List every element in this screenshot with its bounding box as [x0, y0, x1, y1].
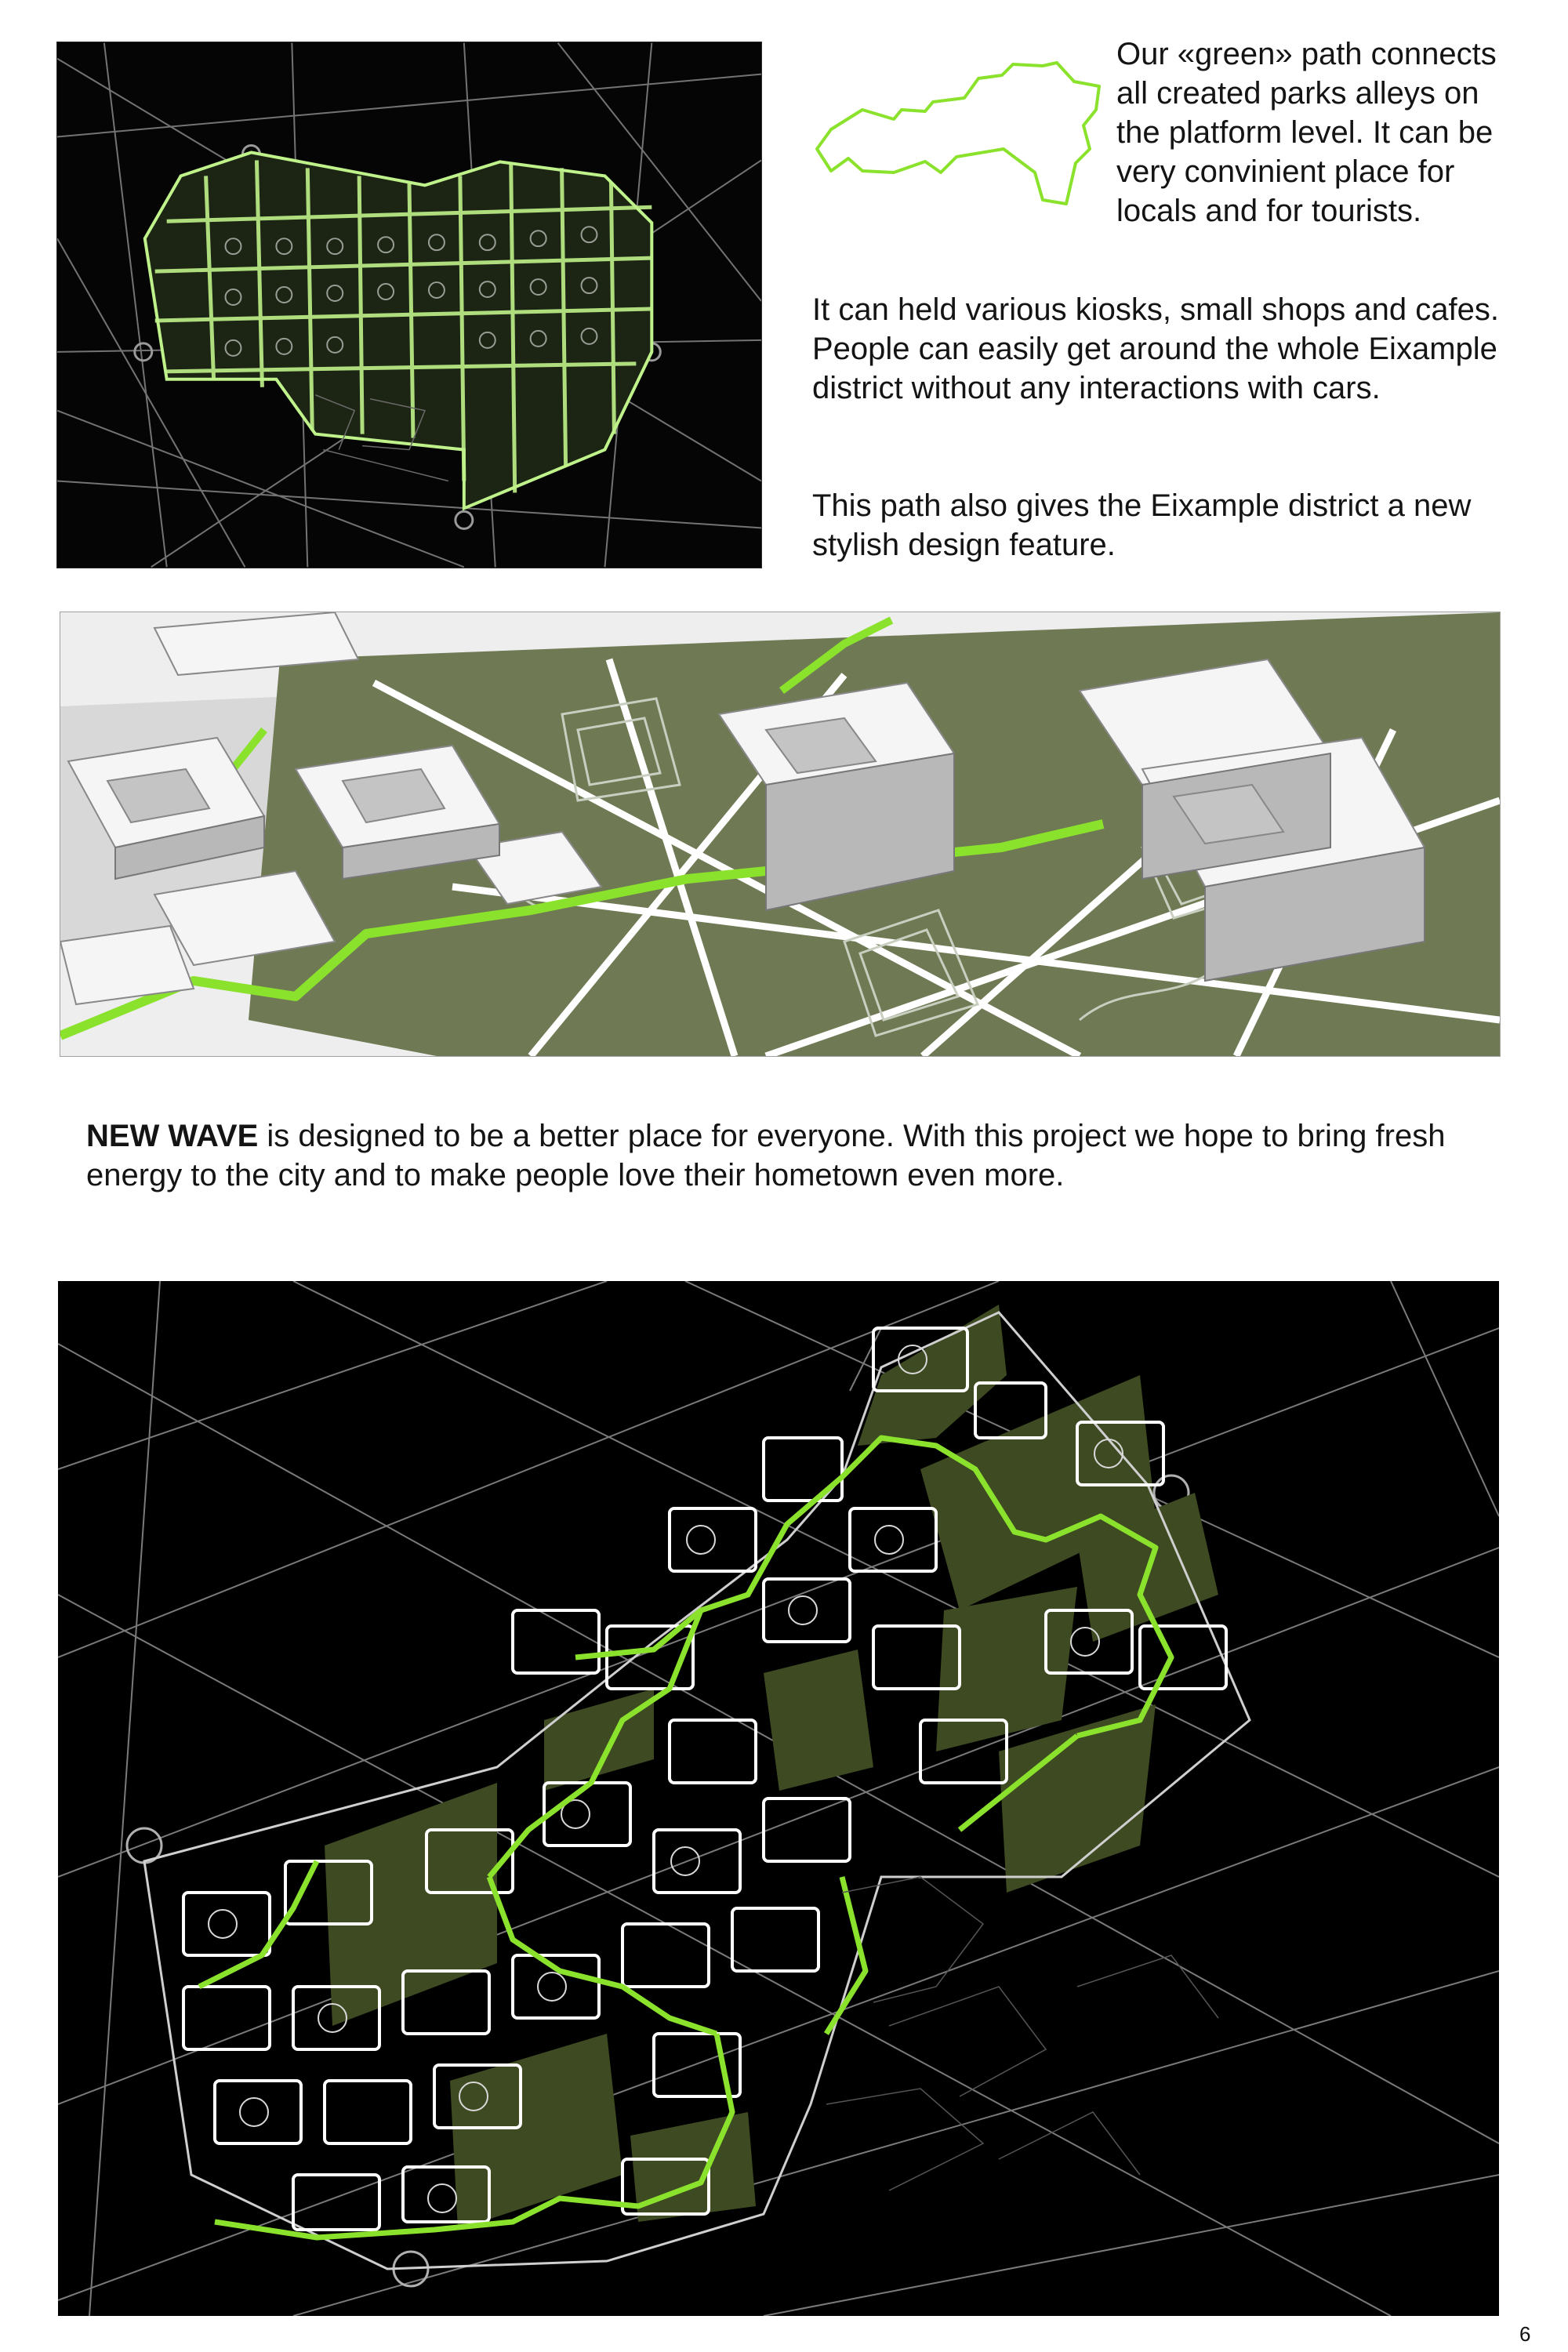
green-path-plan-map [56, 42, 762, 568]
summary-paragraph [86, 1116, 1513, 1195]
project-name: NEW WAVE [86, 1119, 259, 1153]
green-path-outline-icon [808, 55, 1105, 220]
plan-map-drawing [57, 42, 761, 568]
summary-text: is designed to be a better place for everyone. With this project we hope to bring fresh energy to the city and to make people love their hometown even more. [86, 1119, 1446, 1192]
page-number: 6 [1519, 2322, 1531, 2346]
axonometric-map-drawing [58, 1281, 1499, 2316]
kiosks-paragraph: It can held various kiosks, small shops and cafes. People can easily get around the whole Eixample district without any interactions with cars. [812, 292, 1499, 405]
isometric-render-image [60, 612, 1501, 1057]
isometric-render-drawing [60, 612, 1500, 1056]
intro-paragraph: Our «green» path connects all created parks alleys on the platform level. It can be very convinient place for locals and for tourists. [1116, 37, 1497, 228]
axonometric-district-map [58, 1281, 1499, 2316]
design-feature-paragraph: This path also gives the Eixample district a new stylish design feature. [812, 488, 1472, 562]
